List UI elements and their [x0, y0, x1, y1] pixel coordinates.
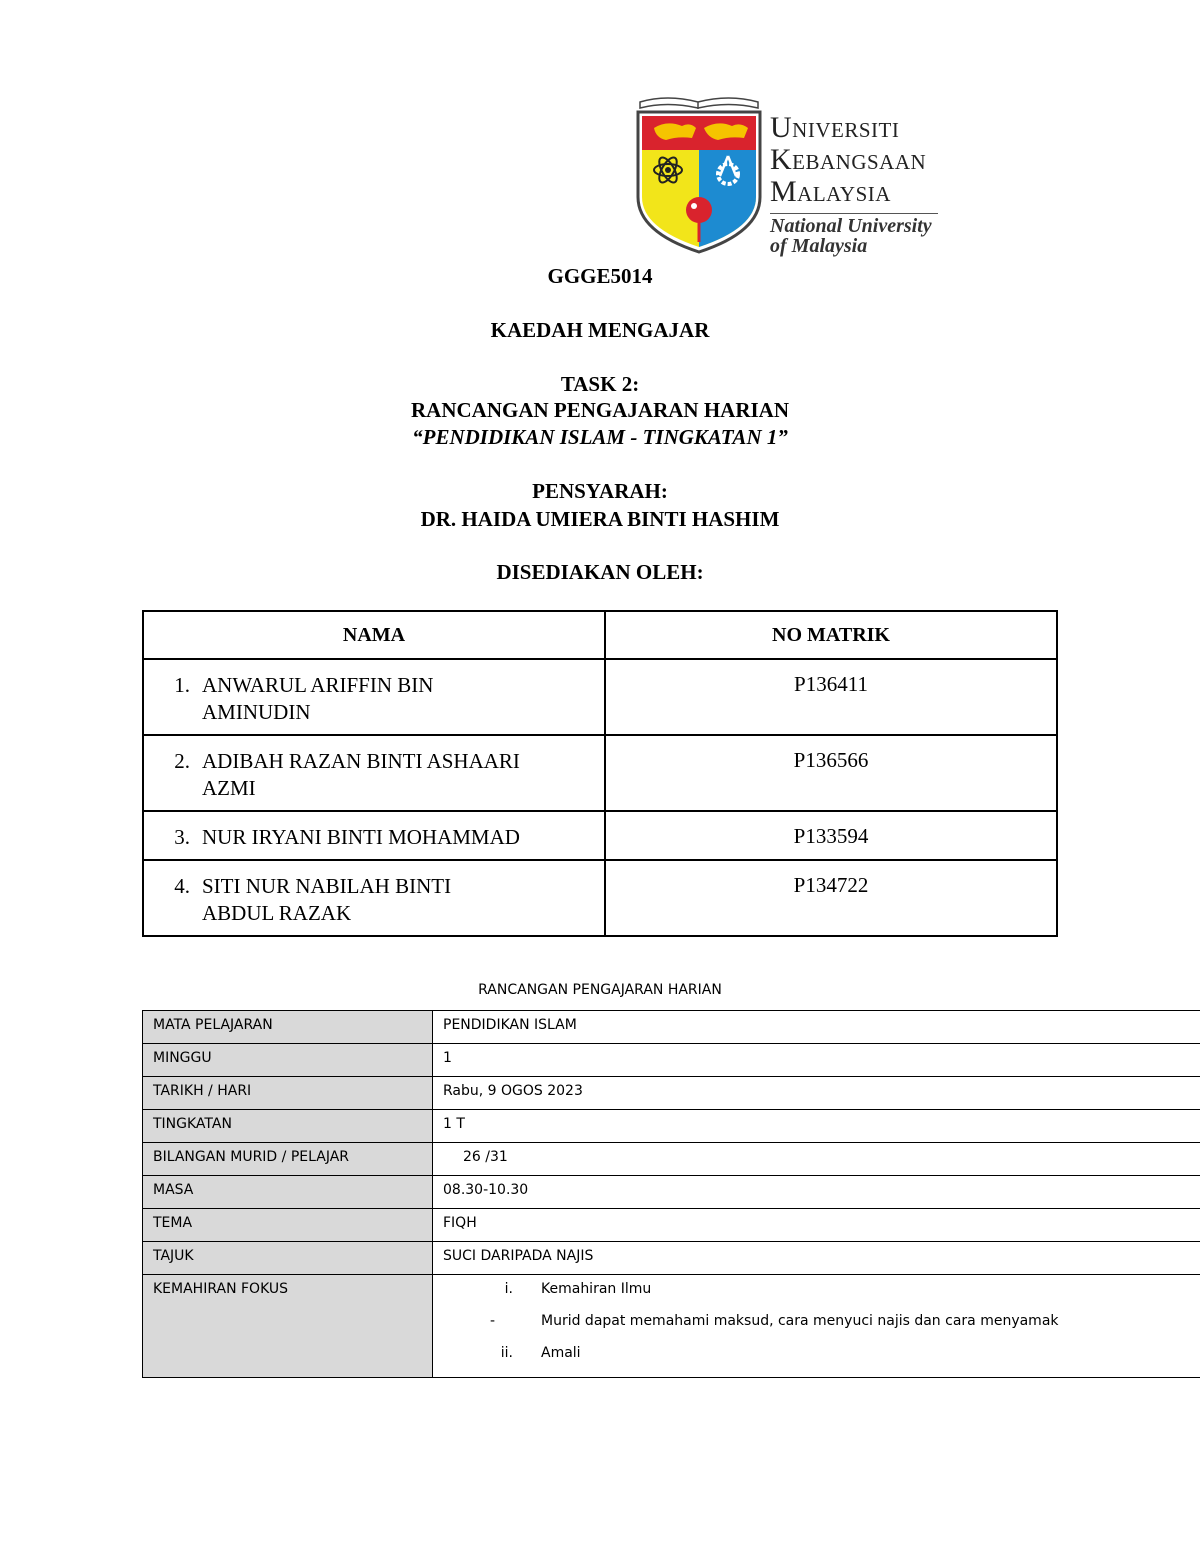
- student-name-cell: [143, 860, 605, 936]
- list-item: [443, 1345, 1200, 1377]
- header-nama: NAMA: [143, 611, 605, 659]
- logo-english-1: National University: [770, 215, 932, 237]
- logo-english-2: of Malaysia: [770, 235, 868, 257]
- task-title: RANCANGAN PENGAJARAN HARIAN: [411, 398, 789, 422]
- student-name-cell: [143, 811, 605, 860]
- course-code: GGGE5014: [547, 264, 653, 288]
- logo-line-2: Kebangsaan: [770, 143, 927, 176]
- list-text: Amali: [541, 1345, 581, 1361]
- student-matrik: P133594: [605, 811, 1057, 860]
- row-number: 2.: [174, 749, 190, 773]
- lecturer-name: DR. HAIDA UMIERA BINTI HASHIM: [420, 507, 780, 531]
- student-name-line: AMINUDIN: [202, 700, 311, 724]
- rph-label: MATA PELAJARAN: [143, 1011, 433, 1044]
- table-row: [143, 1077, 1200, 1110]
- student-name-line: ADIBAH RAZAN BINTI ASHAARI: [202, 749, 520, 773]
- logo-english: [770, 216, 932, 256]
- table-row: [143, 1209, 1200, 1242]
- table-row: [143, 1044, 1200, 1077]
- logo-line-3: Malaysia: [770, 175, 891, 208]
- ukm-wordmark: [770, 112, 926, 208]
- rph-label: BILANGAN MURID / PELAJAR: [143, 1143, 433, 1176]
- student-matrik: P136566: [605, 735, 1057, 811]
- rph-value: 1 T: [433, 1110, 1200, 1143]
- header-no-matrik: NO MATRIK: [605, 611, 1057, 659]
- student-name-line: ANWARUL ARIFFIN BIN: [202, 673, 434, 697]
- student-name-line: AZMI: [202, 776, 256, 800]
- list-marker: i.: [504, 1281, 513, 1297]
- course-name: KAEDAH MENGAJAR: [490, 318, 710, 342]
- rph-label: MASA: [143, 1176, 433, 1209]
- table-row: [143, 1242, 1200, 1275]
- row-number: 1.: [174, 673, 190, 697]
- table-row: [143, 1275, 1200, 1378]
- table-row: [143, 1011, 1200, 1044]
- rph-label: KEMAHIRAN FOKUS: [143, 1275, 433, 1378]
- rph-label: TAJUK: [143, 1242, 433, 1275]
- list-text: Kemahiran Ilmu: [541, 1281, 652, 1297]
- student-name-line: NUR IRYANI BINTI MOHAMMAD: [202, 825, 520, 849]
- student-name-line: SITI NUR NABILAH BINTI: [202, 874, 452, 898]
- rph-label: TARIKH / HARI: [143, 1077, 433, 1110]
- table-row: [143, 811, 1057, 860]
- table-row: [143, 1110, 1200, 1143]
- rph-value: FIQH: [433, 1209, 1200, 1242]
- logo-line-1: Universiti: [770, 111, 900, 144]
- rph-value: 08.30-10.30: [433, 1176, 1200, 1209]
- subject-quote: “PENDIDIKAN ISLAM - TINGKATAN 1”: [412, 425, 788, 449]
- rph-title: RANCANGAN PENGAJARAN HARIAN: [478, 982, 722, 998]
- student-matrik: P134722: [605, 860, 1057, 936]
- table-row: [143, 735, 1057, 811]
- lecturer-label: PENSYARAH:: [532, 479, 668, 503]
- list-text: Murid dapat memahami maksud, cara menyuci najis dan cara menyamak: [541, 1313, 1059, 1329]
- table-row: [143, 1176, 1200, 1209]
- row-number: 4.: [174, 874, 190, 898]
- rph-value: PENDIDIKAN ISLAM: [433, 1011, 1200, 1044]
- rph-label: MINGGU: [143, 1044, 433, 1077]
- table-row: [143, 659, 1057, 735]
- task-label: TASK 2:: [560, 372, 640, 396]
- row-number: 3.: [174, 825, 190, 849]
- rph-value: [433, 1143, 1200, 1176]
- logo-divider: [770, 213, 938, 214]
- table-row: [143, 1143, 1200, 1176]
- table-row: [143, 860, 1057, 936]
- list-marker: ii.: [500, 1345, 513, 1361]
- rph-label: TINGKATAN: [143, 1110, 433, 1143]
- list-item: [443, 1281, 1200, 1313]
- student-matrik: P136411: [605, 659, 1057, 735]
- students-header-row: [143, 611, 1057, 659]
- list-marker: -: [489, 1313, 495, 1329]
- list-item: [443, 1313, 1200, 1345]
- rph-value: SUCI DARIPADA NAJIS: [433, 1242, 1200, 1275]
- rph-table: [142, 1010, 1200, 1378]
- student-name-cell: [143, 659, 605, 735]
- student-name-line: ABDUL RAZAK: [202, 901, 352, 925]
- prepared-by-label: DISEDIAKAN OLEH:: [496, 560, 704, 584]
- rph-label: TEMA: [143, 1209, 433, 1242]
- rph-value: 1: [433, 1044, 1200, 1077]
- ukm-crest-icon: [632, 92, 772, 262]
- rph-value-text: 26 /31: [463, 1149, 508, 1165]
- focus-skills-cell: [433, 1275, 1200, 1378]
- rph-value: Rabu, 9 OGOS 2023: [433, 1077, 1200, 1110]
- student-name-cell: [143, 735, 605, 811]
- students-table: [142, 610, 1058, 937]
